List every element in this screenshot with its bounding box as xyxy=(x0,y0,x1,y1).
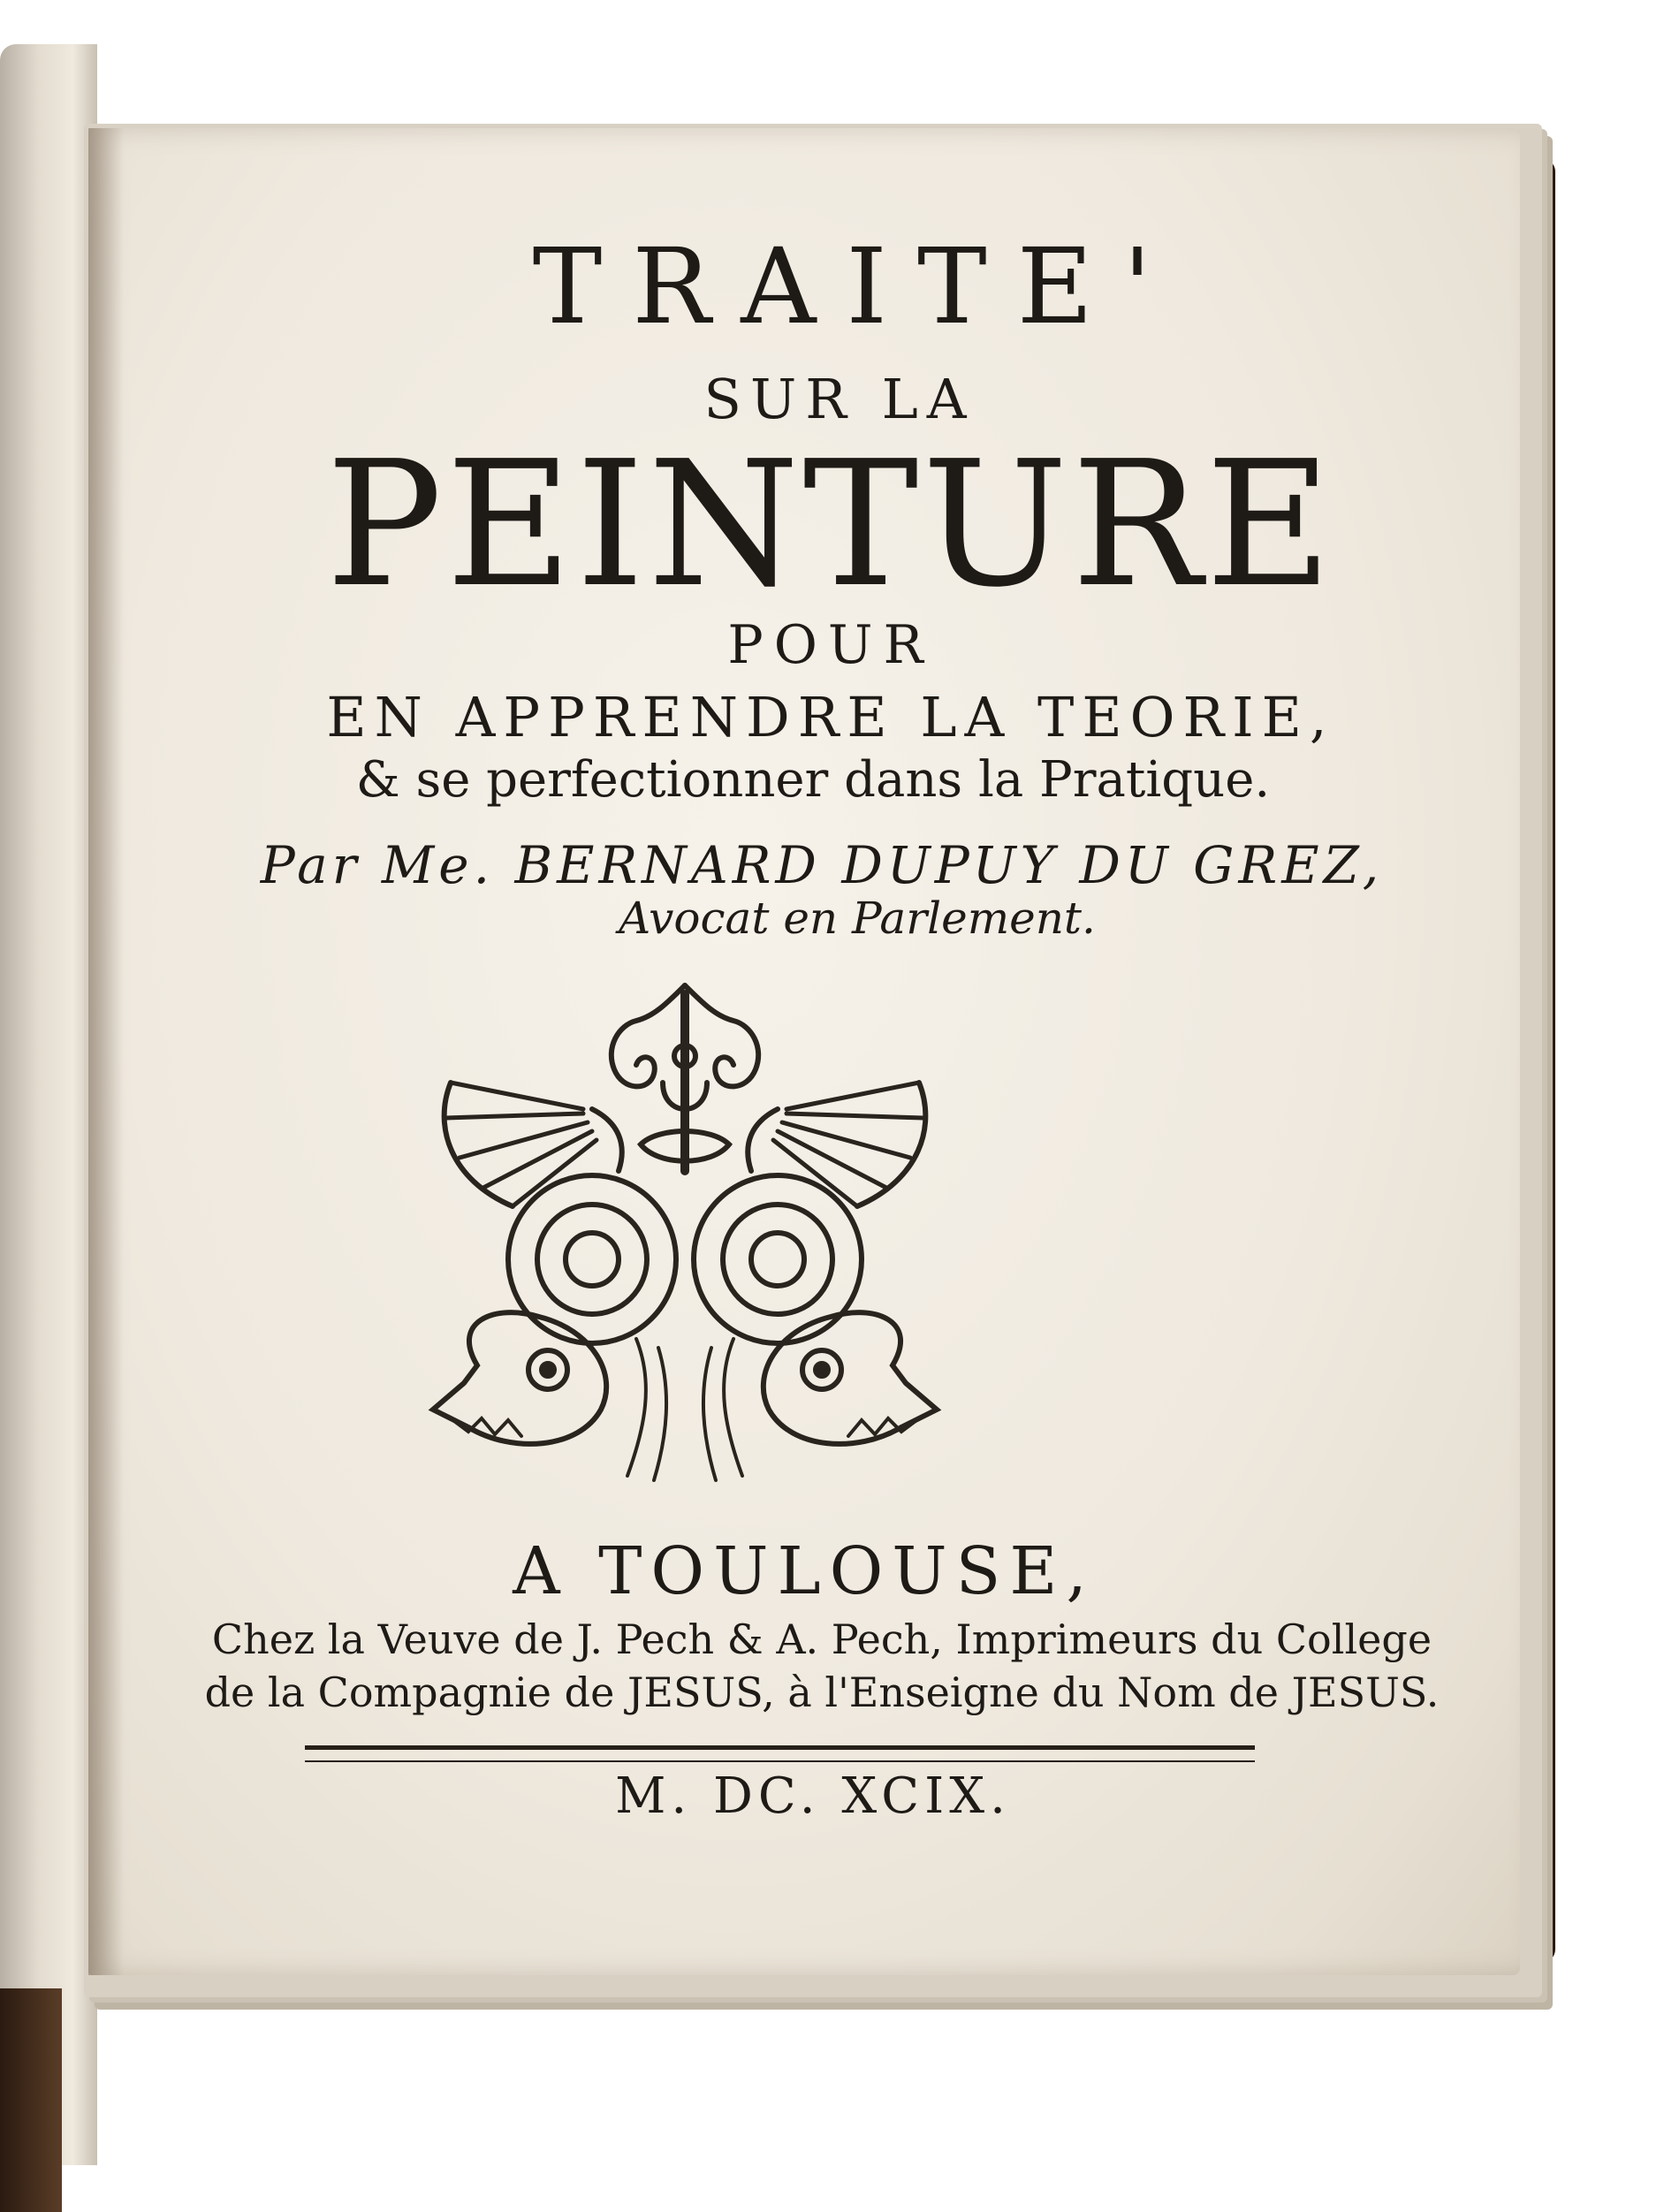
author-title: Avocat en Parlement. xyxy=(619,893,1096,944)
binding-corner xyxy=(0,1988,62,2212)
title-line-traite: TRAITE' xyxy=(532,225,1182,347)
title-line-sur-la: SUR LA xyxy=(703,367,976,431)
author-name: Par Me. BERNARD DUPUY DU GREZ, xyxy=(260,835,1384,895)
title-line-perfectionner: & se perfectionner dans la Pratique. xyxy=(355,751,1271,809)
imprint-city: A TOULOUSE, xyxy=(513,1533,1096,1609)
title-line-pour: POUR xyxy=(727,614,934,676)
printers-ornament-icon xyxy=(415,968,954,1498)
title-line-peinture: PEINTURE xyxy=(325,424,1336,626)
left-page-edge xyxy=(0,44,97,2165)
imprint-year: M. DC. XCIX. xyxy=(615,1767,1011,1825)
imprint-printer: Chez la Veuve de J. Pech & A. Pech, Imprimeurs du College xyxy=(211,1615,1432,1663)
double-rule xyxy=(305,1745,1255,1762)
title-line-apprendre: EN APPRENDRE LA TEORIE, xyxy=(326,685,1335,749)
imprint-sign: de la Compagnie de JESUS, à l'Enseigne du Nom de JESUS. xyxy=(204,1669,1440,1716)
